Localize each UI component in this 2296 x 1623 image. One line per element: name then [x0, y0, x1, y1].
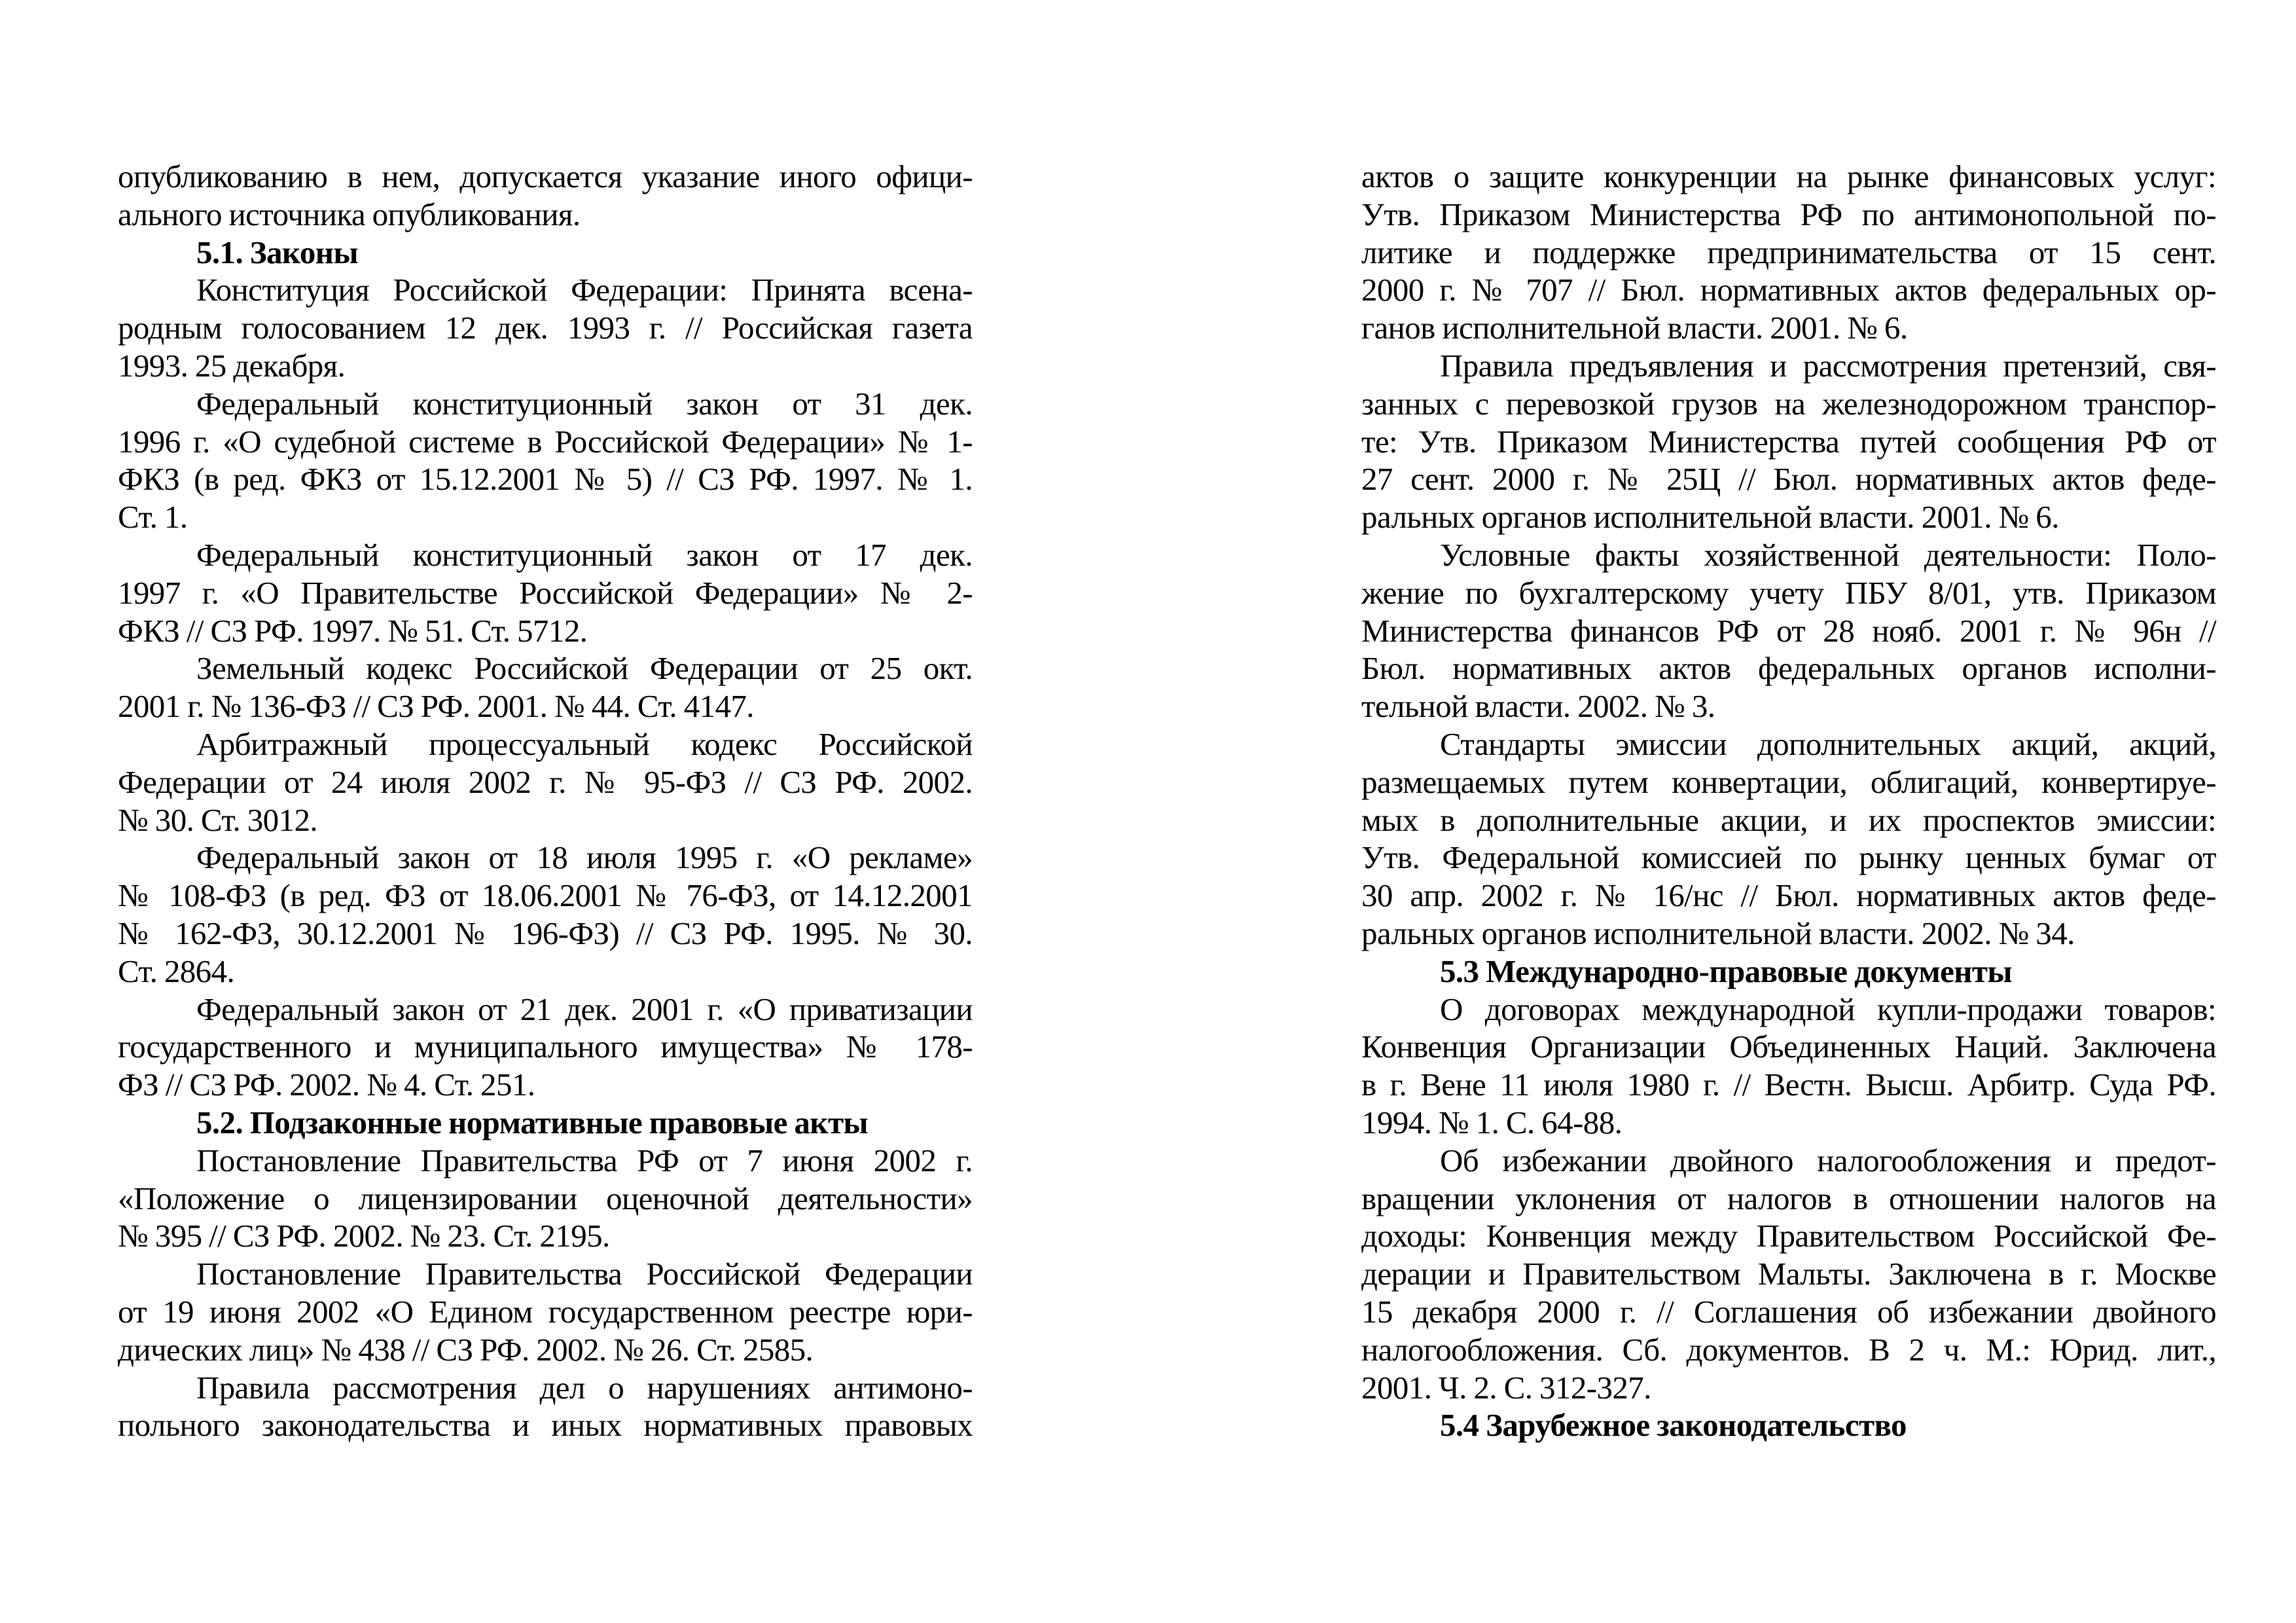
text-line: ральных органов исполнительной власти. 2002. № 34. — [1361, 915, 2075, 951]
text-line: опубликованию в нем, допускается указание иного офици- — [118, 158, 973, 194]
text-line: вращении уклонения от налогов в отношении налогов на — [1361, 1180, 2216, 1216]
left-page-column — [118, 158, 973, 1444]
heading-text: 5.3 Международно-правовые документы — [1440, 953, 2013, 989]
text-line: ального источника опубликования. — [118, 196, 581, 232]
bibliography-entry — [1361, 1142, 2216, 1407]
bibliography-entry — [1361, 158, 2216, 347]
text-line: государственного и муниципального имущества» № 178- — [118, 1029, 973, 1065]
text-line: Ст. 2864. — [118, 953, 235, 989]
text-line: 2001 г. № 136-ФЗ // СЗ РФ. 2001. № 44. Ст. 4147. — [118, 688, 754, 725]
text-line: ФКЗ (в ред. ФКЗ от 15.12.2001 № 5) // СЗ РФ. 1997. № 1. — [118, 461, 973, 498]
text-line: 1996 г. «О судебной системе в Российской Федерации» № 1- — [118, 423, 973, 460]
bibliography-entry — [118, 536, 973, 649]
text-line: родным голосованием 12 дек. 1993 г. // Российская газета — [118, 310, 973, 346]
bibliography-entry — [1361, 347, 2216, 536]
text-line: ганов исполнительной власти. 2001. № 6. — [1361, 310, 1908, 346]
text-line: Об избежании двойного налогообложения и предот- — [1440, 1142, 2216, 1178]
bibliography-entry — [118, 158, 973, 234]
text-line: размещаемых путем конвертации, облигаций, конвертируе- — [1361, 763, 2216, 800]
heading-text: 5.2. Подзаконные нормативные правовые акты — [196, 1104, 869, 1140]
bibliography-entry — [118, 1255, 973, 1368]
bibliography-entry — [118, 991, 973, 1104]
text-line: Ст. 1. — [118, 499, 188, 536]
text-line: Федеральный закон от 21 дек. 2001 г. «О приватизации — [196, 991, 973, 1027]
text-line: Правила предъявления и рассмотрения претензий, свя- — [1440, 347, 2216, 384]
text-line: Постановление Правительства РФ от 7 июня 2002 г. — [196, 1142, 973, 1178]
text-line: Федерации от 24 июля 2002 г. № 95-ФЗ // СЗ РФ. 2002. — [118, 763, 973, 800]
text-line: 1993. 25 декабря. — [118, 347, 346, 384]
text-line: жение по бухгалтерскому учету ПБУ 8/01, утв. Приказом — [1361, 574, 2216, 611]
text-line: № 395 // СЗ РФ. 2002. № 23. Ст. 2195. — [118, 1218, 610, 1254]
heading-text: 5.4 Зарубежное законодательство — [1440, 1407, 1907, 1444]
text-line: 1997 г. «О Правительстве Российской Федерации» № 2- — [118, 574, 973, 611]
text-line: польного законодательства и иных нормативных правовых — [118, 1407, 973, 1444]
bibliography-entry — [1361, 991, 2216, 1142]
section-heading — [1361, 1406, 2216, 1444]
text-line: 15 декабря 2000 г. // Соглашения об избежании двойного — [1361, 1293, 2216, 1330]
text-line: Федеральный конституционный закон от 31 дек. — [196, 385, 973, 422]
right-page-column — [1361, 158, 2216, 1444]
text-line: 27 сент. 2000 г. № 25Ц // Бюл. нормативных актов феде- — [1361, 461, 2216, 498]
text-line: в г. Вене 11 июля 1980 г. // Вестн. Высш. Арбитр. Суда РФ. — [1361, 1067, 2216, 1103]
text-line: ральных органов исполнительной власти. 2001. № 6. — [1361, 499, 2059, 536]
text-line: те: Утв. Приказом Министерства путей сообщения РФ от — [1361, 423, 2216, 460]
heading-text: 5.1. Законы — [196, 234, 359, 270]
text-line: Федеральный закон от 18 июля 1995 г. «О рекламе» — [196, 839, 973, 876]
text-line: № 30. Ст. 3012. — [118, 801, 318, 838]
text-line: Конвенция Организации Объединенных Наций. Заключена — [1361, 1029, 2216, 1065]
text-line: Конституция Российской Федерации: Принята всена- — [196, 272, 973, 308]
text-line: налогообложения. Сб. документов. В 2 ч. М.: Юрид. лит., — [1361, 1331, 2216, 1368]
text-line: занных с перевозкой грузов на железнодорожном транспор- — [1361, 385, 2216, 422]
text-line: Федеральный конституционный закон от 17 дек. — [196, 536, 973, 573]
bibliography-entry — [118, 649, 973, 725]
bibliography-entry — [118, 271, 973, 384]
section-heading — [1361, 953, 2216, 991]
bibliography-entry — [1361, 536, 2216, 725]
text-line: Условные факты хозяйственной деятельности: Поло- — [1440, 536, 2216, 573]
bibliography-entry — [118, 385, 973, 536]
text-line: актов о защите конкуренции на рынке финансовых услуг: — [1361, 158, 2216, 194]
text-line: Министерства финансов РФ от 28 нояб. 2001 г. № 96н // — [1361, 612, 2216, 649]
bibliography-entry — [118, 1142, 973, 1255]
text-line: № 162-ФЗ, 30.12.2001 № 196-ФЗ) // СЗ РФ. 1995. № 30. — [118, 915, 973, 951]
text-line: дерации и Правительством Мальты. Заключена в г. Москве — [1361, 1256, 2216, 1292]
text-line: Утв. Приказом Министерства РФ по антимонопольной по- — [1361, 196, 2216, 232]
text-line: Арбитражный процессуальный кодекс Российской — [196, 725, 973, 762]
text-line: Постановление Правительства Российской Федерации — [196, 1256, 973, 1292]
section-heading — [118, 234, 973, 272]
text-line: Бюл. нормативных актов федеральных органов исполни- — [1361, 650, 2216, 687]
text-line: 30 апр. 2002 г. № 16/нс // Бюл. нормативных актов феде- — [1361, 877, 2216, 914]
text-line: ФКЗ // СЗ РФ. 1997. № 51. Ст. 5712. — [118, 612, 588, 649]
text-line: Земельный кодекс Российской Федерации от 25 окт. — [196, 650, 973, 687]
text-line: литике и поддержке предпринимательства от 15 сент. — [1361, 234, 2216, 270]
text-line: 1994. № 1. С. 64-88. — [1361, 1104, 1623, 1140]
bibliography-entry — [118, 1369, 973, 1445]
bibliography-entry — [118, 839, 973, 990]
section-heading — [118, 1104, 973, 1142]
text-line: Утв. Федеральной комиссией по рынку ценных бумаг от — [1361, 839, 2216, 876]
text-line: 2000 г. № 707 // Бюл. нормативных актов федеральных ор- — [1361, 272, 2216, 308]
text-line: Стандарты эмиссии дополнительных акций, акций, — [1440, 725, 2216, 762]
text-line: от 19 июня 2002 «О Едином государственном реестре юри- — [118, 1293, 973, 1330]
text-line: 2001. Ч. 2. С. 312-327. — [1361, 1369, 1651, 1406]
bibliography-entry — [1361, 725, 2216, 953]
text-line: мых в дополнительные акции, и их проспектов эмиссии: — [1361, 801, 2216, 838]
text-line: О договорах международной купли-продажи товаров: — [1440, 991, 2216, 1027]
text-line: Правила рассмотрения дел о нарушениях антимоно- — [196, 1369, 973, 1406]
text-line: «Положение о лицензировании оценочной деятельности» — [118, 1180, 973, 1216]
text-line: ФЗ // СЗ РФ. 2002. № 4. Ст. 251. — [118, 1067, 535, 1103]
text-line: тельной власти. 2002. № 3. — [1361, 688, 1715, 725]
text-line: дических лиц» № 438 // СЗ РФ. 2002. № 26. Ст. 2585. — [118, 1331, 814, 1368]
text-line: доходы: Конвенция между Правительством Российской Фе- — [1361, 1218, 2216, 1254]
bibliography-entry — [118, 725, 973, 839]
text-line: № 108-ФЗ (в ред. ФЗ от 18.06.2001 № 76-ФЗ, от 14.12.2001 — [118, 877, 973, 914]
